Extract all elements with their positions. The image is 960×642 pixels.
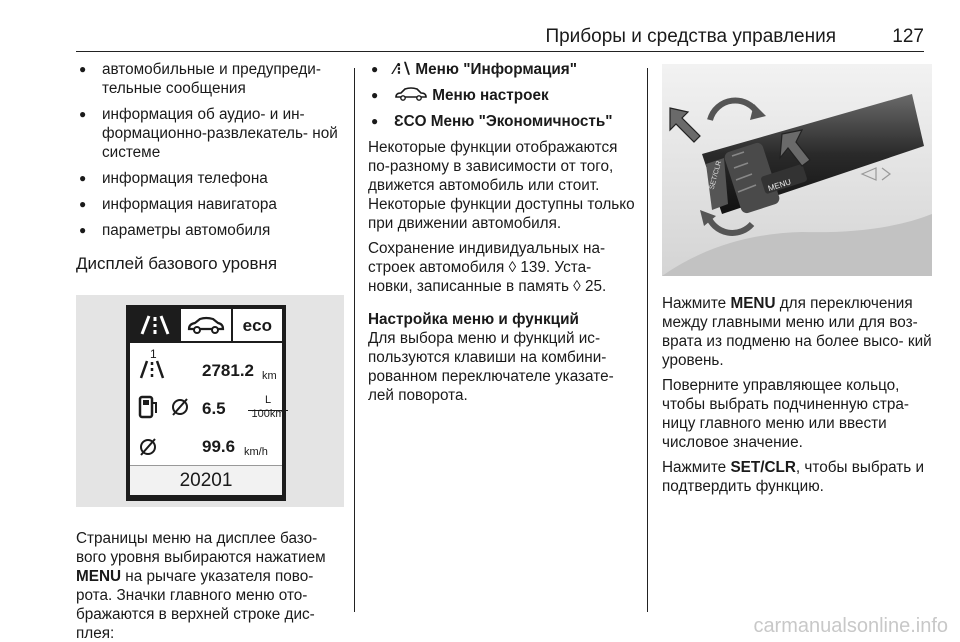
text: Нажмите	[662, 459, 731, 476]
page-header	[76, 22, 924, 52]
menu-key-label: MENU	[766, 177, 793, 194]
page-number: 127	[892, 26, 924, 47]
paragraph	[662, 294, 932, 370]
fuel-pump-icon	[138, 395, 160, 424]
odometer-unit: km	[262, 370, 277, 382]
list-item: ● информация об аудио- и ин- формационно-развлекатель- ной системе	[76, 105, 344, 162]
fuel-unit-bottom: 100km	[251, 408, 285, 420]
eco-menu-icon: ƐCO	[394, 113, 427, 130]
reference-icon: ◊	[573, 278, 581, 295]
text: Страницы меню на дисплее базо- вого уровня выбираются нажатием	[76, 530, 326, 566]
text: Меню "Информация"	[415, 61, 577, 78]
text: Сохранение индивидуальных на- строек автомобиля	[368, 240, 606, 276]
page-ref: 139	[520, 259, 546, 276]
display-menu-bar	[130, 309, 282, 341]
info-menu-icon	[130, 309, 181, 341]
menu-key-label: MENU	[730, 295, 776, 312]
odometer-row	[136, 347, 276, 383]
road-icon	[138, 359, 166, 384]
average-speed-value: 99.6	[202, 437, 236, 456]
odometer-value: 2781.2	[202, 361, 254, 380]
turn-signal-lever-photo	[662, 64, 932, 276]
set-clr-key-label: SET/CLR	[730, 459, 796, 476]
watermark: carmanualsonline.info	[753, 615, 948, 637]
list-item	[368, 60, 636, 79]
eco-menu-icon: eco	[242, 315, 272, 335]
average-icon	[138, 437, 158, 462]
fuel-row	[136, 389, 285, 425]
paragraph	[368, 239, 636, 296]
bottom-value: 20201	[130, 465, 282, 495]
list-item	[368, 112, 636, 131]
column-1	[76, 60, 344, 642]
list-item: ● информация навигатора	[76, 195, 344, 214]
text: Меню настроек	[432, 87, 549, 104]
list-item: ● информация телефона	[76, 169, 344, 188]
list-item: ● параметры автомобиля	[76, 221, 344, 240]
car-settings-icon	[394, 87, 428, 104]
fuel-consumption-value: 6.5	[202, 399, 226, 418]
paragraph: Для выбора меню и функций ис- пользуются клавиши на комбини- рованном переключателе указате- лей поворота.	[368, 330, 614, 404]
set-clr-label: SET/CLR	[708, 160, 724, 191]
feature-list	[76, 60, 344, 240]
page-ref: 25	[584, 278, 602, 295]
speed-row	[136, 429, 276, 465]
paragraph	[662, 458, 932, 496]
paragraph	[76, 529, 344, 642]
text: для переключения между главными меню или для воз- врата из подменю на более высо- кий уровень.	[662, 295, 932, 369]
column-divider	[354, 68, 355, 612]
text: Нажмите	[662, 295, 731, 312]
section-heading: Дисплей базового уровня	[76, 254, 278, 273]
paragraph: Поверните управляющее кольцо, чтобы выбрать подчиненную стра- ницу главного меню или ввести числовое значение.	[662, 377, 909, 451]
column-2	[368, 60, 636, 411]
base-display-illustration	[76, 295, 344, 507]
list-item	[368, 86, 636, 105]
fuel-unit-top: L	[248, 391, 288, 411]
speed-unit: km/h	[244, 446, 268, 458]
text: , чтобы выбрать и подтвердить функцию.	[662, 459, 925, 495]
menu-icon-list	[368, 60, 636, 131]
trip-number: 1	[150, 347, 157, 361]
text: Меню "Экономичность"	[430, 113, 613, 130]
text: .	[602, 278, 607, 295]
reference-icon: ◊	[508, 259, 517, 276]
text: на рычаге указателя пово- рота. Значки главного меню ото- бражаются в верхней строке дис- плея:	[76, 568, 315, 642]
list-item: ● автомобильные и предупреди- тельные сообщения	[76, 60, 344, 98]
page-title: Приборы и средства управления	[545, 26, 836, 47]
display-screen	[126, 305, 286, 501]
average-icon	[170, 397, 190, 422]
info-menu-icon: ⁄⁝∖	[394, 61, 412, 78]
subheading: Настройка меню и функций	[368, 311, 579, 328]
display-content	[130, 343, 285, 495]
menu-key-label: MENU	[76, 568, 122, 585]
column-divider	[647, 68, 648, 612]
text: . Уста- новки, записанные в память	[368, 259, 592, 295]
paragraph: Некоторые функции отображаются по-разному в зависимости от того, движется автомобиль или стоит. Некоторые функции доступны только при движении автомобиля.	[368, 139, 635, 232]
column-3	[662, 60, 932, 502]
car-settings-icon	[181, 309, 232, 341]
